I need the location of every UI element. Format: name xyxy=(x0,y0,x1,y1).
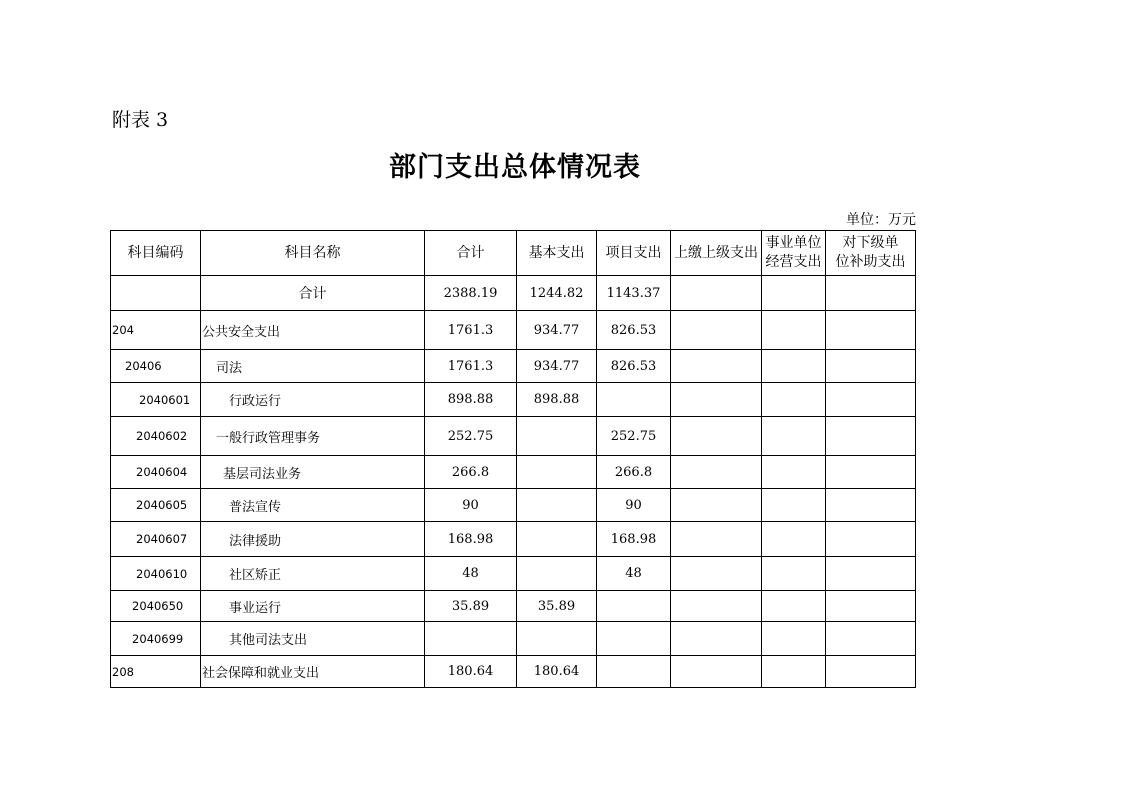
cell-code: 2040607 xyxy=(111,522,201,557)
header-name: 科目名称 xyxy=(201,231,425,276)
cell-name: 社会保障和就业支出 xyxy=(201,656,425,688)
cell-code: 2040602 xyxy=(111,417,201,456)
cell-project: 90 xyxy=(597,489,671,522)
cell-upper xyxy=(671,622,762,656)
cell-name: 其他司法支出 xyxy=(201,622,425,656)
cell-business xyxy=(762,656,826,688)
table-row xyxy=(111,656,916,688)
cell-business xyxy=(762,522,826,557)
cell-total: 180.64 xyxy=(425,656,517,688)
cell-basic xyxy=(517,417,597,456)
cell-subsidy xyxy=(826,557,916,591)
header-total: 合计 xyxy=(425,231,517,276)
header-basic: 基本支出 xyxy=(517,231,597,276)
cell-total: 266.8 xyxy=(425,456,517,489)
cell-total: 1761.3 xyxy=(425,311,517,350)
cell-basic: 934.77 xyxy=(517,311,597,350)
cell-upper xyxy=(671,417,762,456)
cell-subsidy xyxy=(826,622,916,656)
cell-name: 公共安全支出 xyxy=(201,311,425,350)
cell-upper xyxy=(671,350,762,383)
cell-upper xyxy=(671,557,762,591)
table-row xyxy=(111,311,916,350)
cell-subsidy xyxy=(826,456,916,489)
cell-total: 90 xyxy=(425,489,517,522)
cell-name: 司法 xyxy=(201,350,425,383)
cell-upper xyxy=(671,591,762,622)
cell-code: 2040650 xyxy=(111,591,201,622)
cell-code: 2040605 xyxy=(111,489,201,522)
table-row xyxy=(111,456,916,489)
cell-business xyxy=(762,591,826,622)
cell-project: 48 xyxy=(597,557,671,591)
cell-total xyxy=(425,622,517,656)
header-subsidy-line1: 对下级单 xyxy=(842,235,899,251)
cell-upper xyxy=(671,276,762,311)
header-upper: 上缴上级支出 xyxy=(671,231,762,276)
cell-name: 合计 xyxy=(201,276,425,311)
cell-subsidy xyxy=(826,522,916,557)
cell-code xyxy=(111,276,201,311)
cell-upper xyxy=(671,311,762,350)
cell-subsidy xyxy=(826,383,916,417)
table-header-row xyxy=(111,231,916,276)
cell-project xyxy=(597,656,671,688)
header-business xyxy=(762,231,826,276)
cell-basic: 934.77 xyxy=(517,350,597,383)
cell-total: 252.75 xyxy=(425,417,517,456)
cell-code: 208 xyxy=(111,656,201,688)
table-row xyxy=(111,417,916,456)
table-row xyxy=(111,591,916,622)
cell-business xyxy=(762,622,826,656)
expenditure-table xyxy=(110,230,916,688)
header-subsidy xyxy=(826,231,916,276)
table-row xyxy=(111,350,916,383)
cell-code: 2040604 xyxy=(111,456,201,489)
header-code: 科目编码 xyxy=(111,231,201,276)
cell-business xyxy=(762,456,826,489)
cell-total: 48 xyxy=(425,557,517,591)
cell-basic: 180.64 xyxy=(517,656,597,688)
cell-total: 2388.19 xyxy=(425,276,517,311)
cell-basic xyxy=(517,557,597,591)
cell-project: 252.75 xyxy=(597,417,671,456)
cell-name: 法律援助 xyxy=(201,522,425,557)
cell-subsidy xyxy=(826,489,916,522)
cell-upper xyxy=(671,656,762,688)
appendix-label: 附表 3 xyxy=(112,109,169,131)
cell-project: 1143.37 xyxy=(597,276,671,311)
cell-project: 266.8 xyxy=(597,456,671,489)
cell-business xyxy=(762,311,826,350)
cell-code: 2040601 xyxy=(111,383,201,417)
header-business-line2: 经营支出 xyxy=(765,254,822,270)
header-project: 项目支出 xyxy=(597,231,671,276)
cell-business xyxy=(762,557,826,591)
cell-name: 一般行政管理事务 xyxy=(201,417,425,456)
cell-total: 898.88 xyxy=(425,383,517,417)
cell-basic xyxy=(517,522,597,557)
cell-subsidy xyxy=(826,656,916,688)
cell-business xyxy=(762,489,826,522)
cell-basic xyxy=(517,622,597,656)
cell-name: 基层司法业务 xyxy=(201,456,425,489)
cell-subsidy xyxy=(826,417,916,456)
header-business-line1: 事业单位 xyxy=(765,235,822,251)
cell-total: 168.98 xyxy=(425,522,517,557)
cell-code: 2040699 xyxy=(111,622,201,656)
cell-code: 204 xyxy=(111,311,201,350)
cell-basic: 898.88 xyxy=(517,383,597,417)
table-row xyxy=(111,522,916,557)
cell-name: 普法宣传 xyxy=(201,489,425,522)
cell-project xyxy=(597,622,671,656)
table-row xyxy=(111,557,916,591)
cell-subsidy xyxy=(826,350,916,383)
cell-basic xyxy=(517,489,597,522)
cell-upper xyxy=(671,489,762,522)
table-row xyxy=(111,383,916,417)
cell-basic: 35.89 xyxy=(517,591,597,622)
cell-upper xyxy=(671,456,762,489)
table-row xyxy=(111,276,916,311)
unit-label: 单位：万元 xyxy=(846,212,916,228)
cell-code: 20406 xyxy=(111,350,201,383)
cell-code: 2040610 xyxy=(111,557,201,591)
cell-upper xyxy=(671,522,762,557)
cell-name: 事业运行 xyxy=(201,591,425,622)
cell-project xyxy=(597,591,671,622)
cell-business xyxy=(762,276,826,311)
cell-basic: 1244.82 xyxy=(517,276,597,311)
cell-business xyxy=(762,417,826,456)
table-row xyxy=(111,622,916,656)
cell-subsidy xyxy=(826,276,916,311)
cell-name: 社区矫正 xyxy=(201,557,425,591)
cell-project: 826.53 xyxy=(597,350,671,383)
cell-business xyxy=(762,383,826,417)
cell-basic xyxy=(517,456,597,489)
cell-business xyxy=(762,350,826,383)
cell-upper xyxy=(671,383,762,417)
cell-project: 168.98 xyxy=(597,522,671,557)
cell-subsidy xyxy=(826,311,916,350)
cell-subsidy xyxy=(826,591,916,622)
page-title: 部门支出总体情况表 xyxy=(389,152,641,183)
table-row xyxy=(111,489,916,522)
cell-name: 行政运行 xyxy=(201,383,425,417)
cell-project xyxy=(597,383,671,417)
cell-total: 1761.3 xyxy=(425,350,517,383)
cell-project: 826.53 xyxy=(597,311,671,350)
header-subsidy-line2: 位补助支出 xyxy=(835,254,906,270)
cell-total: 35.89 xyxy=(425,591,517,622)
